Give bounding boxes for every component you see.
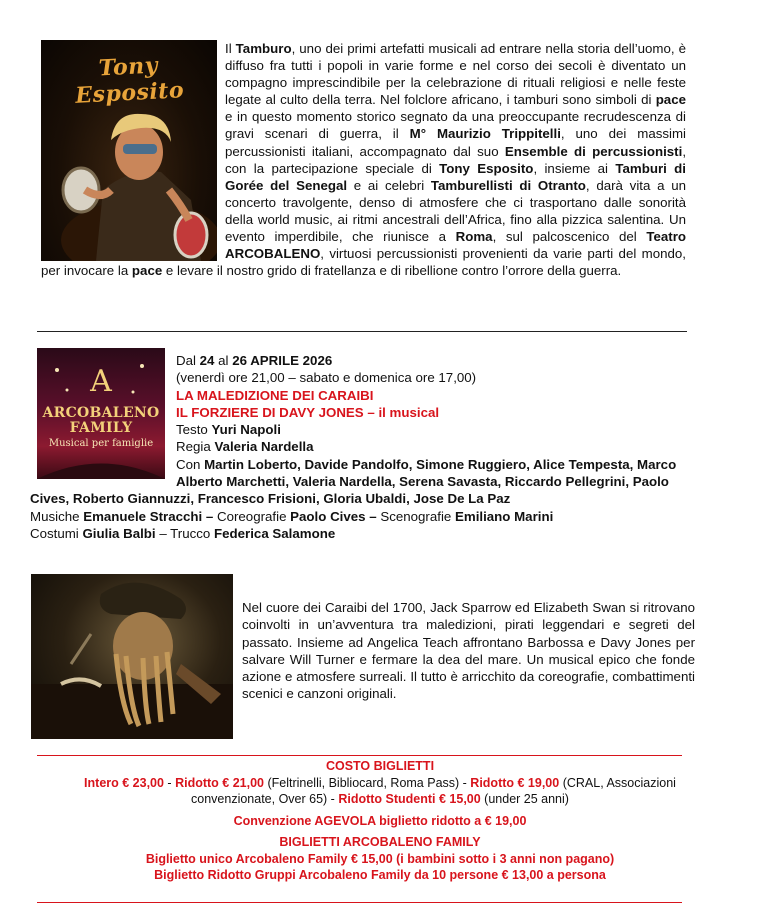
tickets.line1-run: Ridotto € 21,00 — [175, 775, 264, 790]
section2.credits1-run: Emiliano Marini — [455, 508, 554, 524]
ticket-prices — [60, 758, 700, 884]
divider-red-top — [37, 755, 682, 756]
family-heading: BIGLIETTI ARCOBALENO FAMILY — [279, 835, 481, 849]
tickets.line1-run: - — [163, 775, 176, 790]
show-credits-music — [30, 508, 690, 525]
section2.cast-run: Martin Loberto, Davide Pandolfo, Simone Ruggiero, Alice Tempesta, Marco Alberto Marchetti, Valeria Nardella, Serena Savasta, Riccardo Pellegrini, Paolo Cives, Roberto Giannuzzi, Francesco Frisioni, Gloria Ubaldi, Jose De La Paz — [30, 456, 677, 507]
section1.paragraph-run: , con la partecipazione speciale di — [225, 143, 687, 176]
section2.credits1-run: Musiche — [30, 508, 84, 524]
section2.credits1-run: Scenografie — [376, 508, 455, 524]
tickets.line1-run: Ridotto € 19,00 — [470, 775, 560, 790]
section2.credits2-run: Federica Salamone — [214, 525, 336, 541]
arcobaleno-a-icon: A — [90, 364, 112, 399]
section1.paragraph-run: e levare il nostro grido di fratellanza e di ribellione contro l’orrore della guerra. — [162, 263, 622, 279]
show-credits-costumes — [30, 525, 690, 542]
section2.credits2-run: Costumi — [30, 525, 83, 541]
tickets.line1-run: (Feltrinelli, Bibliocard, Roma Pass) - — [263, 775, 471, 790]
section1.paragraph-run: Il — [225, 41, 236, 56]
section2.testo-run: Yuri Napoli — [211, 422, 281, 438]
tickets.line1-run: Intero € 23,00 — [84, 775, 164, 790]
section1.paragraph-run: Tamburo — [235, 41, 292, 56]
arcobaleno-tagline: Musical per famiglie — [48, 438, 154, 449]
section2.regia-run: Valeria Nardella — [214, 439, 314, 455]
pirate-illustration — [31, 574, 233, 739]
tickets-heading: COSTO BIGLIETTI — [325, 759, 435, 773]
section1.paragraph-run: Teatro ARCOBALENO — [225, 229, 686, 262]
section2.regia-run: Regia — [176, 439, 215, 455]
section2.dates-run: al — [214, 353, 233, 368]
tambuto-paragraph — [41, 40, 686, 279]
tickets.line1-run: (under 25 anni) — [480, 792, 569, 806]
section2.testo-run: Testo — [176, 422, 212, 438]
section2.dates-run: Dal — [176, 353, 200, 368]
section1.paragraph-run: Ensemble di percussionisti — [504, 143, 683, 159]
section1.paragraph-run: , sul palcoscenico del — [492, 229, 647, 245]
section1.paragraph-run: Tony Esposito — [439, 160, 534, 176]
tickets-prices-line — [60, 775, 700, 808]
section2.dates-run: 24 — [199, 353, 215, 368]
divider-red-bottom — [37, 902, 682, 903]
family-line-1: Biglietto unico Arcobaleno Family € 15,00 (i bambini sotto i 3 anni non pagano) — [145, 851, 615, 866]
family-line-2: Biglietto Ridotto Gruppi Arcobaleno Family da 10 persone € 13,00 a persona — [154, 868, 606, 882]
section1.paragraph-run: e ai celebri — [347, 177, 431, 193]
tickets-agevola: Convenzione AGEVOLA biglietto ridotto a € 19,00 — [233, 813, 527, 828]
tickets.line1-run: (CRAL, Associazioni convenzionate, Over 65) - — [191, 775, 676, 806]
section2.credits1-run: Emanuele Stracchi – — [83, 508, 214, 524]
section1.paragraph-run: e in questo momento storico segnato da una preoccupante recrudescenza di gravi scenari di guerra, il — [225, 109, 686, 142]
section1.paragraph-run: , darà vita a un concerto travolgente, denso di atmosfere che ci trasportano dalle sonorità della world music, ai ritmi ancestrali dell’Africa, fino alla pizzica salentina. Un evento imperdibile, che riunisce a — [225, 177, 686, 245]
section1.paragraph-run: pace — [655, 92, 686, 108]
tony-esposito-title: Tony Esposito — [74, 52, 185, 109]
section1.paragraph-run: , uno dei massimi percussionisti italiani, accompagnato dal suo — [225, 126, 687, 159]
show-title-2: IL FORZIERE DI DAVY JONES – il musical — [176, 404, 440, 420]
section1.paragraph-run: M° Maurizio Trippitelli — [409, 126, 561, 142]
tickets.line1-run: Ridotto Studenti € 15,00 — [338, 792, 481, 806]
section1.paragraph-run: Roma — [455, 229, 493, 245]
section1.paragraph-run: , virtuosi percussionisti provenienti da varie parti del mondo, per invocare la — [41, 246, 686, 279]
section1.paragraph-run: Tamburi di Gorée del Senegal — [225, 160, 686, 193]
section2.credits1-run: Paolo Cives – — [290, 508, 377, 524]
section2.cast-run: Con — [176, 456, 205, 472]
show-times: (venerdì ore 21,00 – sabato e domenica ore 17,00) — [176, 370, 477, 386]
section2.credits2-run: – Trucco — [155, 525, 215, 541]
section1.paragraph-run: pace — [131, 263, 163, 279]
arcobaleno-family-name: ARCOBALENO FAMILY — [42, 405, 160, 436]
davy-jones-photo — [31, 574, 233, 739]
show-title-1: LA MALEDIZIONE DEI CARAIBI — [176, 387, 374, 403]
show-details — [30, 352, 690, 542]
divider-1 — [37, 331, 687, 332]
section2.dates-run: 26 APRILE 2026 — [232, 353, 333, 368]
show-plot: Nel cuore dei Caraibi del 1700, Jack Sparrow ed Elizabeth Swan si ritrovano coinvolti in un’avventura tra maledizioni, pirati leggendari e segreti del passato. Insieme ad Angelica Teach affrontano Barbossa e Davy Jones per salvare Will Turner e fermare la dea del mare. Un musical epico che fonde azione e atmosfere surreali. Il tutto è arricchito da coreografie, combattimenti scenici e canzoni originali. — [242, 600, 695, 702]
section2.credits2-run: Giulia Balbi — [82, 525, 156, 541]
section1.paragraph-run: Tamburellisti di Otranto — [430, 177, 586, 193]
section1.paragraph-run: , uno dei primi artefatti musicali ad entrare nella storia dell’uomo, è diffuso fra tutti i popoli in varie forme e nel corso dei secoli è diventato un compagno imprescindibile per la celebrazione di rituali religiosi e nelle feste legate al culto della terra. Nel folclore africano, i tamburi sono simboli di — [225, 41, 687, 108]
section1.paragraph-run: , insieme ai — [533, 160, 616, 176]
section2.credits1-run: Coreografie — [213, 508, 291, 524]
